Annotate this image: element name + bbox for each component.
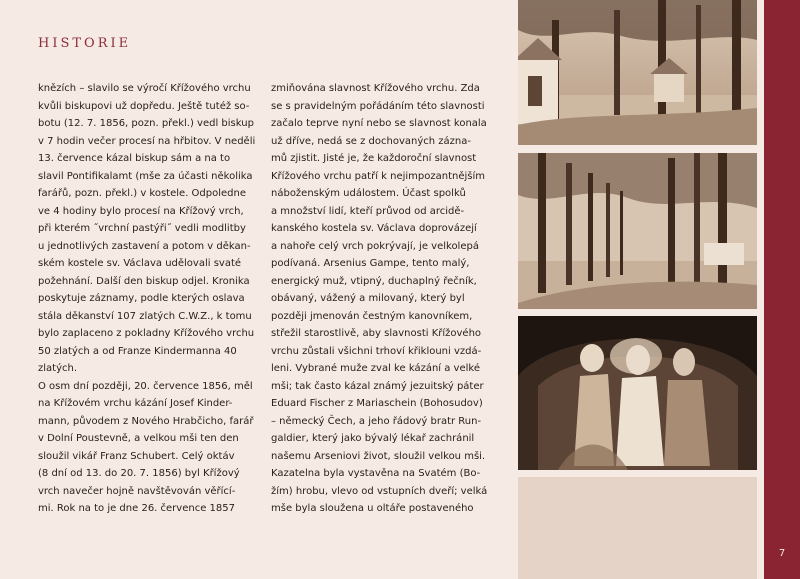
text-line: mů zjistit. Jisté je, že každoroční slavnost (271, 153, 477, 164)
text-line: poskytuje záznamy, podle kterých oslava (38, 293, 245, 304)
text-line: knězích – slavilo se výročí Křížového vrchu (38, 83, 251, 94)
text-line: obávaný, vážený a milovaný, který byl (271, 293, 465, 304)
text-line: 13. července kázal biskup sám a na to (38, 153, 231, 164)
text-line: zmiňována slavnost Křížového vrchu. Zda (271, 83, 480, 94)
text-line: 50 zlatých a od Franze Kindermanna 40 (38, 345, 237, 357)
text-line: sloužil vikář Franz Schubert. Celý oktáv (38, 450, 235, 462)
text-line: požehnání. Další den biskup odjel. Kronika (38, 275, 250, 287)
text-line: vrch navečer hojně navštěvován věřící- (38, 485, 236, 497)
photo-chapel-trees (518, 0, 757, 145)
text-line: v 7 hodin večer procesí na hřbitov. V neděli (38, 135, 256, 147)
text-line: ském kostele sv. Václava udělovali svaté (38, 258, 242, 269)
text-line: botu (12. 7. 1856, pozn. překl.) vedl biskup (38, 118, 254, 129)
text-line: střežil starostlivě, aby slavnosti Křížového (271, 328, 482, 339)
text-line: leni. Vybrané muže zval ke kázání a velké (271, 363, 480, 374)
text-line: už dříve, nedá se z dochovaných zázna- (271, 135, 471, 147)
accent-sidebar (764, 0, 800, 579)
text-line: našemu Arseniovi život, sloužil velkou mši. (271, 450, 486, 462)
text-line: kvůli biskupovi už dopředu. Ještě tutéž so- (38, 100, 250, 112)
text-line: při kterém ˝vrchní pastýři˝ vedli modlitby (38, 223, 246, 234)
text-line: stála děkanství 107 zlatých C.W.Z., k tomu (38, 310, 252, 322)
text-line: energický muž, vtipný, duchaplný řečník, (271, 275, 477, 287)
text-line: náboženským událostem. Účast spolků (271, 188, 466, 199)
text-line: v Dolní Poustevně, a velkou mši ten den (38, 433, 239, 444)
text-line: Křížového vrchu patří k nejimpozantnějším (271, 170, 486, 182)
text-line: mann, původem z Nového Hrabčicho, farář (38, 415, 254, 427)
text-column-middle (271, 80, 499, 518)
text-line: později jmenován čestným kanovníkem, (271, 310, 473, 322)
text-column-left (38, 80, 258, 518)
text-line: na Křížovém vrchu kázání Josef Kinder- (38, 398, 233, 409)
text-line: zlatých. (38, 363, 78, 374)
text-line: mi. Rok na to je dne 26. července 1857 (38, 503, 235, 514)
section-title: HISTORIE (38, 36, 132, 51)
text-line: slavil Pontifikalamt (mše za účasti několika (38, 170, 253, 182)
text-line: (8 dní od 13. do 20. 7. 1856) byl Křížový (38, 468, 240, 479)
text-line: – německý Čech, a jeho řádový bratr Run- (271, 415, 482, 427)
text-line: u jednotlivých zastavení a potom v děkan- (38, 240, 251, 252)
text-line: a množství lidí, kteří průvod od arcidě- (271, 205, 465, 217)
text-line: bylo zaplaceno z pokladny Křížového vrchu (38, 328, 255, 339)
text-line: vrchu zůstali všichni trhoví křiklouni vzdá- (271, 345, 482, 357)
text-line: galdier, který jako bývalý lékař zachránil (271, 433, 475, 444)
text-line: se s pravidelným pořádáním této slavnosti (271, 100, 485, 112)
text-line: žím) hrobu, vlevo od vstupních dveří; velká (271, 485, 488, 497)
blank-panel (518, 477, 757, 579)
text-line: a nahoře celý vrch pokrývají, je velkolepá (271, 240, 479, 252)
text-line: mše byla sloužena u oltáře postaveného (271, 503, 474, 514)
text-line: farářů, pozn. překl.) v kostele. Odpoledne (38, 188, 246, 199)
text-line: Kazatelna byla vystavěna na Svatém (Bo- (271, 468, 481, 479)
text-line: Eduard Fischer z Mariaschein (Bohosudov) (271, 398, 483, 409)
text-line: O osm dní později, 20. července 1856, měl (38, 380, 253, 392)
text-line: podívaná. Arsenius Gampe, tento malý, (271, 258, 470, 269)
text-line: začalo teprve nyní nebo se slavnost konala (271, 118, 487, 129)
page-number: 7 (778, 548, 786, 559)
photo-religious-painting (518, 316, 757, 470)
photo-tree-alley (518, 153, 757, 309)
text-line: ve 4 hodiny bylo procesí na Křížový vrch, (38, 205, 244, 217)
text-line: mši; tak často kázal známý jezuitský páter (271, 380, 484, 392)
text-line: kanského kostela sv. Václava doprovázejí (271, 223, 477, 234)
